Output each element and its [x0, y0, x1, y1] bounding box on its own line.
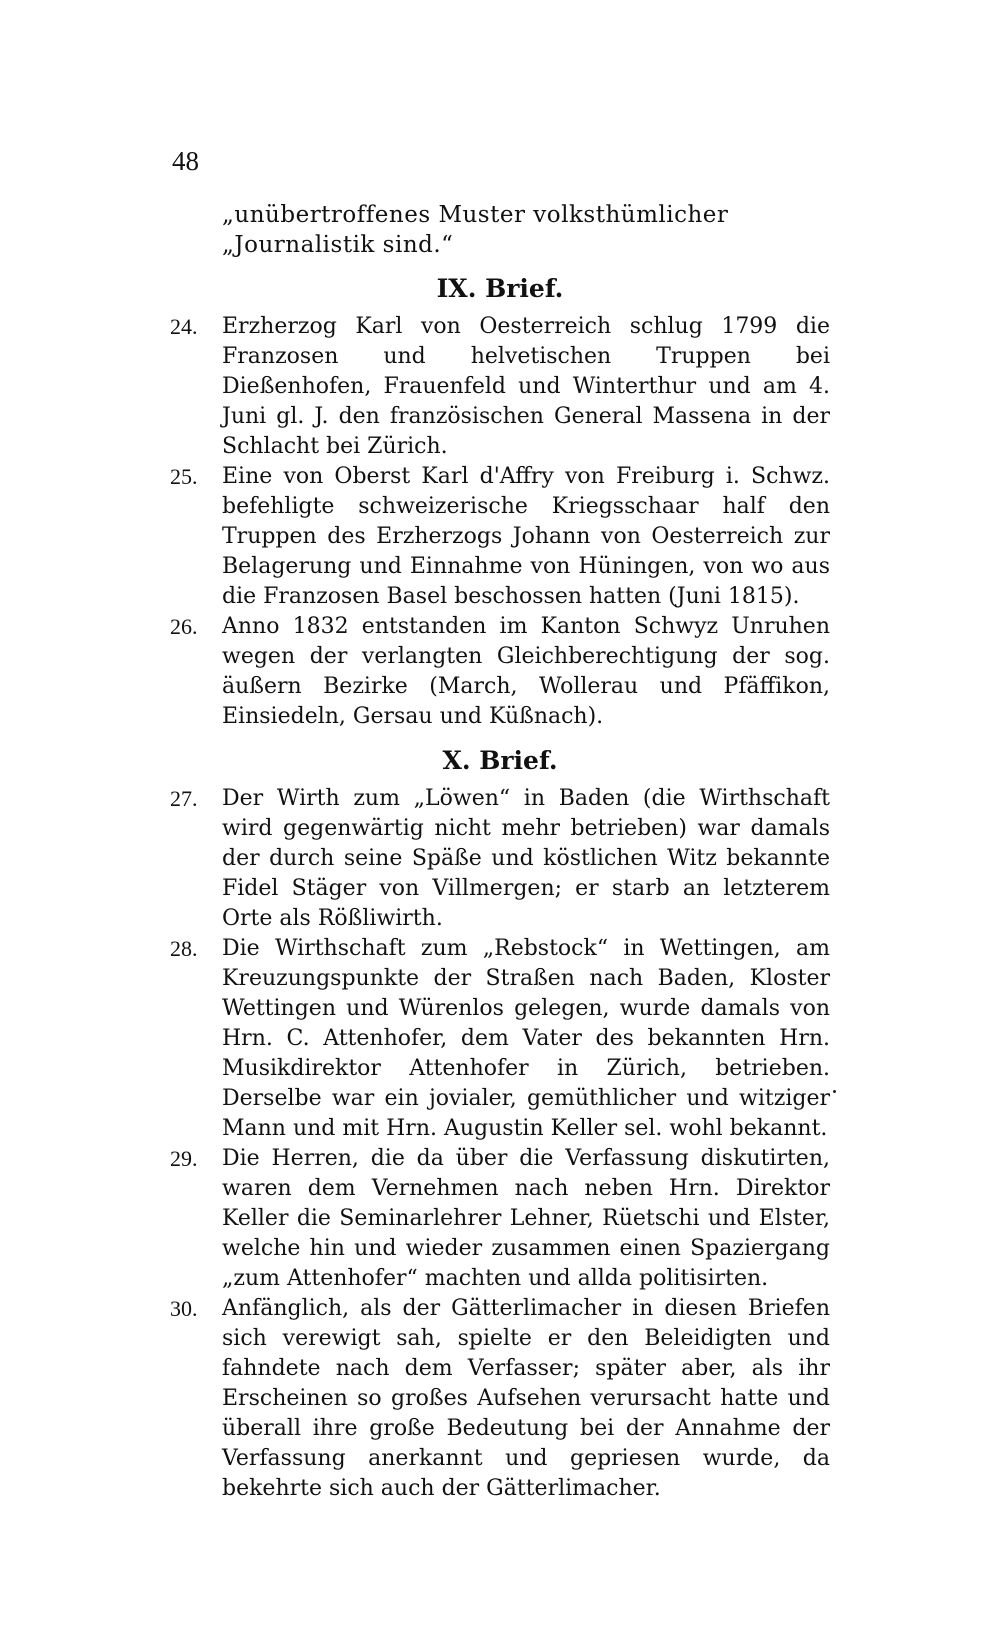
- section-heading: IX. Brief.: [436, 274, 564, 303]
- note-text: Anno 1832 entstanden im Kanton Schwyz Unruhen wegen der verlangten Gleichberechtigung der sog. äußern Bezirke (March, Wollerau und Pfäffikon, Einsiedeln, Gersau und Küßnach).: [222, 614, 830, 729]
- note-text: Eine von Oberst Karl d'Affry von Freiburg i. Schwz. befehligte schweizerische Kriegsschaar half den Truppen des Erzherzogs Johann von Oesterreich zur Belagerung und Einnahme von Hüningen, von wo aus die Franzosen Basel beschossen hatten (Juni 1815).: [222, 464, 830, 609]
- note-29: [170, 1144, 830, 1294]
- note-text: Die Herren, die da über die Verfassung diskutirten, waren dem Vernehmen nach neben Hrn. Direktor Keller die Seminarlehrer Lehner, Rüetschi und Elster, welche hin und wieder zusammen einen Spaziergang „zum Attenhofer“ machten und allda politisirten.: [222, 1146, 830, 1291]
- quote-line: „unübertroffenes Muster volksthümlicher: [222, 202, 729, 228]
- note-number: 29.: [170, 1146, 198, 1171]
- note-text: Die Wirthschaft zum „Rebstock“ in Wettingen, am Kreuzungspunkte der Straßen nach Baden, Kloster Wettingen und Würenlos gelegen, wurde damals von Hrn. C. Attenhofer, dem Vater des bekannten Hrn. Musikdirektor Attenhofer in Zürich, betrieben. Derselbe war ein jovialer, gemüthlicher und witziger Mann und mit Hrn. Augustin Keller sel. wohl bekannt.: [222, 936, 830, 1141]
- print-speck: [833, 1090, 836, 1093]
- note-28: [170, 934, 830, 1144]
- note-24: [170, 312, 830, 462]
- note-number: 27.: [170, 786, 198, 811]
- note-number: 26.: [170, 614, 198, 639]
- quote-continuation: [222, 200, 830, 260]
- quote-line: „Journalistik sind.“: [222, 232, 454, 258]
- page-body: [170, 200, 830, 1504]
- note-text: Der Wirth zum „Löwen“ in Baden (die Wirthschaft wird gegenwärtig nicht mehr betrieben) war damals der durch seine Späße und köstlichen Witz bekannte Fidel Stäger von Villmergen; er starb an letzterem Orte als Rößliwirth.: [222, 786, 830, 931]
- note-text: Erzherzog Karl von Oesterreich schlug 1799 die Franzosen und helvetischen Truppen bei Dießenhofen, Frauenfeld und Winterthur und am 4. Juni gl. J. den französischen General Massena in der Schlacht bei Zürich.: [222, 314, 830, 459]
- note-30: [170, 1294, 830, 1504]
- note-26: [170, 612, 830, 732]
- note-number: 25.: [170, 464, 198, 489]
- note-number: 24.: [170, 314, 198, 339]
- note-text: Anfänglich, als der Gätterlimacher in diesen Briefen sich verewigt sah, spielte er den Beleidigten und fahndete nach dem Verfasser; später aber, als ihr Erscheinen so großes Aufsehen verursacht hatte und überall ihre große Bedeutung bei der Annahme der Verfassung anerkannt und gepriesen wurde, da bekehrte sich auch der Gätterlimacher.: [222, 1296, 830, 1501]
- section-heading: X. Brief.: [442, 746, 558, 775]
- note-number: 28.: [170, 936, 198, 961]
- note-number: 30.: [170, 1296, 198, 1321]
- page-number: 48: [172, 146, 199, 176]
- note-27: [170, 784, 830, 934]
- note-25: [170, 462, 830, 612]
